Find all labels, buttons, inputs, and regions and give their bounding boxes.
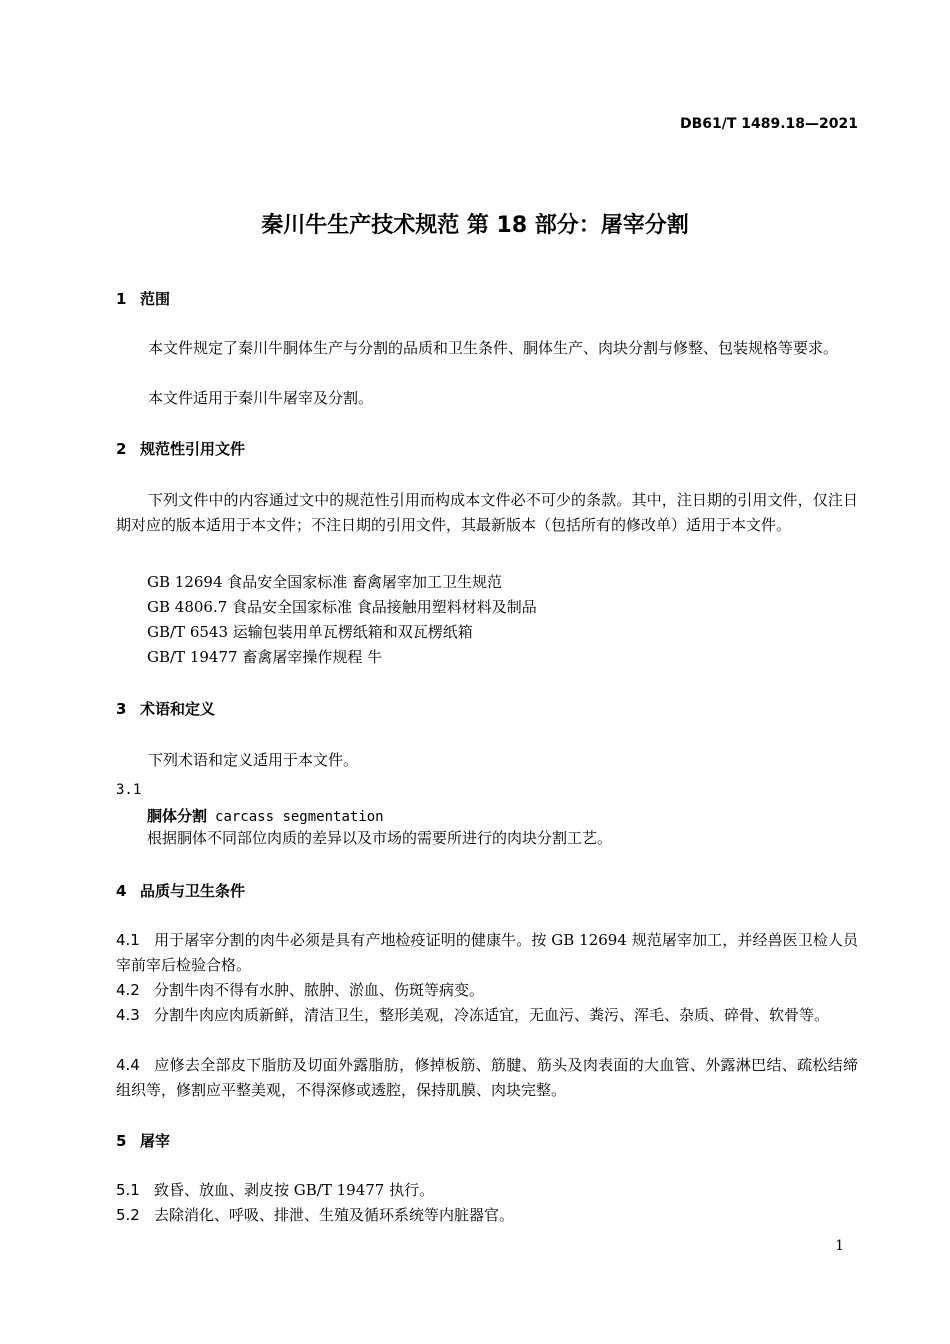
section-title: 品质与卫生条件 <box>140 882 246 900</box>
term-chinese: 胴体分割 <box>147 807 208 825</box>
term-definition: 根据胴体不同部位肉质的差异以及市场的需要所进行的肉块分割工艺。 <box>147 829 613 847</box>
reference-item: GB 4806.7 食品安全国家标准 食品接触用塑料材料及制品 <box>147 598 537 616</box>
section-title: 规范性引用文件 <box>140 440 246 458</box>
page-number: 1 <box>835 1238 844 1254</box>
page-title: 秦川牛生产技术规范 第 18 部分：屠宰分割 <box>261 213 689 238</box>
clause-text: 应修去全部皮下脂肪及切面外露脂肪，修掉板筋、筋腱、筋头及肉表面的大血管、外露淋巴结、疏松结缔组织等，修割应平整美观，不得深修或透腔，保持肌膜、肉块完整。 <box>116 1056 858 1099</box>
clause-text: 致昏、放血、剥皮按 GB/T 19477 执行。 <box>154 1181 435 1199</box>
section-number: 2 <box>116 440 127 458</box>
term-entry <box>147 805 384 826</box>
term-english: carcass segmentation <box>215 809 384 825</box>
clause <box>116 1203 858 1228</box>
section-heading-1 <box>116 288 170 309</box>
section-heading-4 <box>116 880 245 901</box>
section-title: 范围 <box>140 290 171 308</box>
clause <box>116 1178 858 1203</box>
clause-text: 用于屠宰分割的肉牛必须是具有产地检疫证明的健康牛。按 GB 12694 规范屠宰加工，并经兽医卫检人员宰前宰后检验合格。 <box>116 931 858 974</box>
clause-text: 分割牛肉应肉质新鲜，清洁卫生，整形美观，冷冻适宜，无血污、粪污、浑毛、杂质、碎骨、软骨等。 <box>154 1006 830 1024</box>
section-number: 4 <box>116 882 127 900</box>
clause-number: 5.2 <box>116 1206 140 1224</box>
paragraph: 本文件规定了秦川牛胴体生产与分割的品质和卫生条件、胴体生产、肉块分割与修整、包装规格等要求。 <box>148 339 839 357</box>
section-heading-2 <box>116 438 245 459</box>
clause-text: 去除消化、呼吸、排泄、生殖及循环系统等内脏器官。 <box>154 1206 515 1224</box>
clause-number: 5.1 <box>116 1181 140 1199</box>
section-number: 1 <box>116 290 127 308</box>
paragraph: 下列术语和定义适用于本文件。 <box>148 751 359 769</box>
clause <box>116 978 858 1003</box>
clause-number: 4.4 <box>116 1056 140 1074</box>
clause <box>116 928 858 978</box>
section-heading-5 <box>116 1130 170 1151</box>
reference-item: GB/T 19477 畜禽屠宰操作规程 牛 <box>147 648 383 666</box>
clause-number: 4.1 <box>116 931 140 949</box>
clause-number: 4.2 <box>116 981 140 999</box>
paragraph: 下列文件中的内容通过文中的规范性引用而构成本文件必不可少的条款。其中，注日期的引用文件，仅注日期对应的版本适用于本文件；不注日期的引用文件，其最新版本（包括所有的修改单）适用于本文件。 <box>116 491 858 534</box>
reference-item: GB 12694 食品安全国家标准 畜禽屠宰加工卫生规范 <box>147 573 503 591</box>
clause-text: 分割牛肉不得有水肿、脓肿、淤血、伤斑等病变。 <box>154 981 485 999</box>
document-number: DB61/T 1489.18—2021 <box>679 116 858 132</box>
paragraph: 本文件适用于秦川牛屠宰及分割。 <box>148 389 374 407</box>
section-title: 术语和定义 <box>140 700 216 718</box>
section-number: 3 <box>116 700 127 718</box>
clause <box>116 1003 858 1028</box>
reference-item: GB/T 6543 运输包装用单瓦楞纸箱和双瓦楞纸箱 <box>147 623 473 641</box>
clause-number: 4.3 <box>116 1006 140 1024</box>
clause <box>116 1053 858 1103</box>
term-number: 3.1 <box>116 782 142 798</box>
section-heading-3 <box>116 698 215 719</box>
section-title: 屠宰 <box>140 1132 171 1150</box>
section-number: 5 <box>116 1132 127 1150</box>
